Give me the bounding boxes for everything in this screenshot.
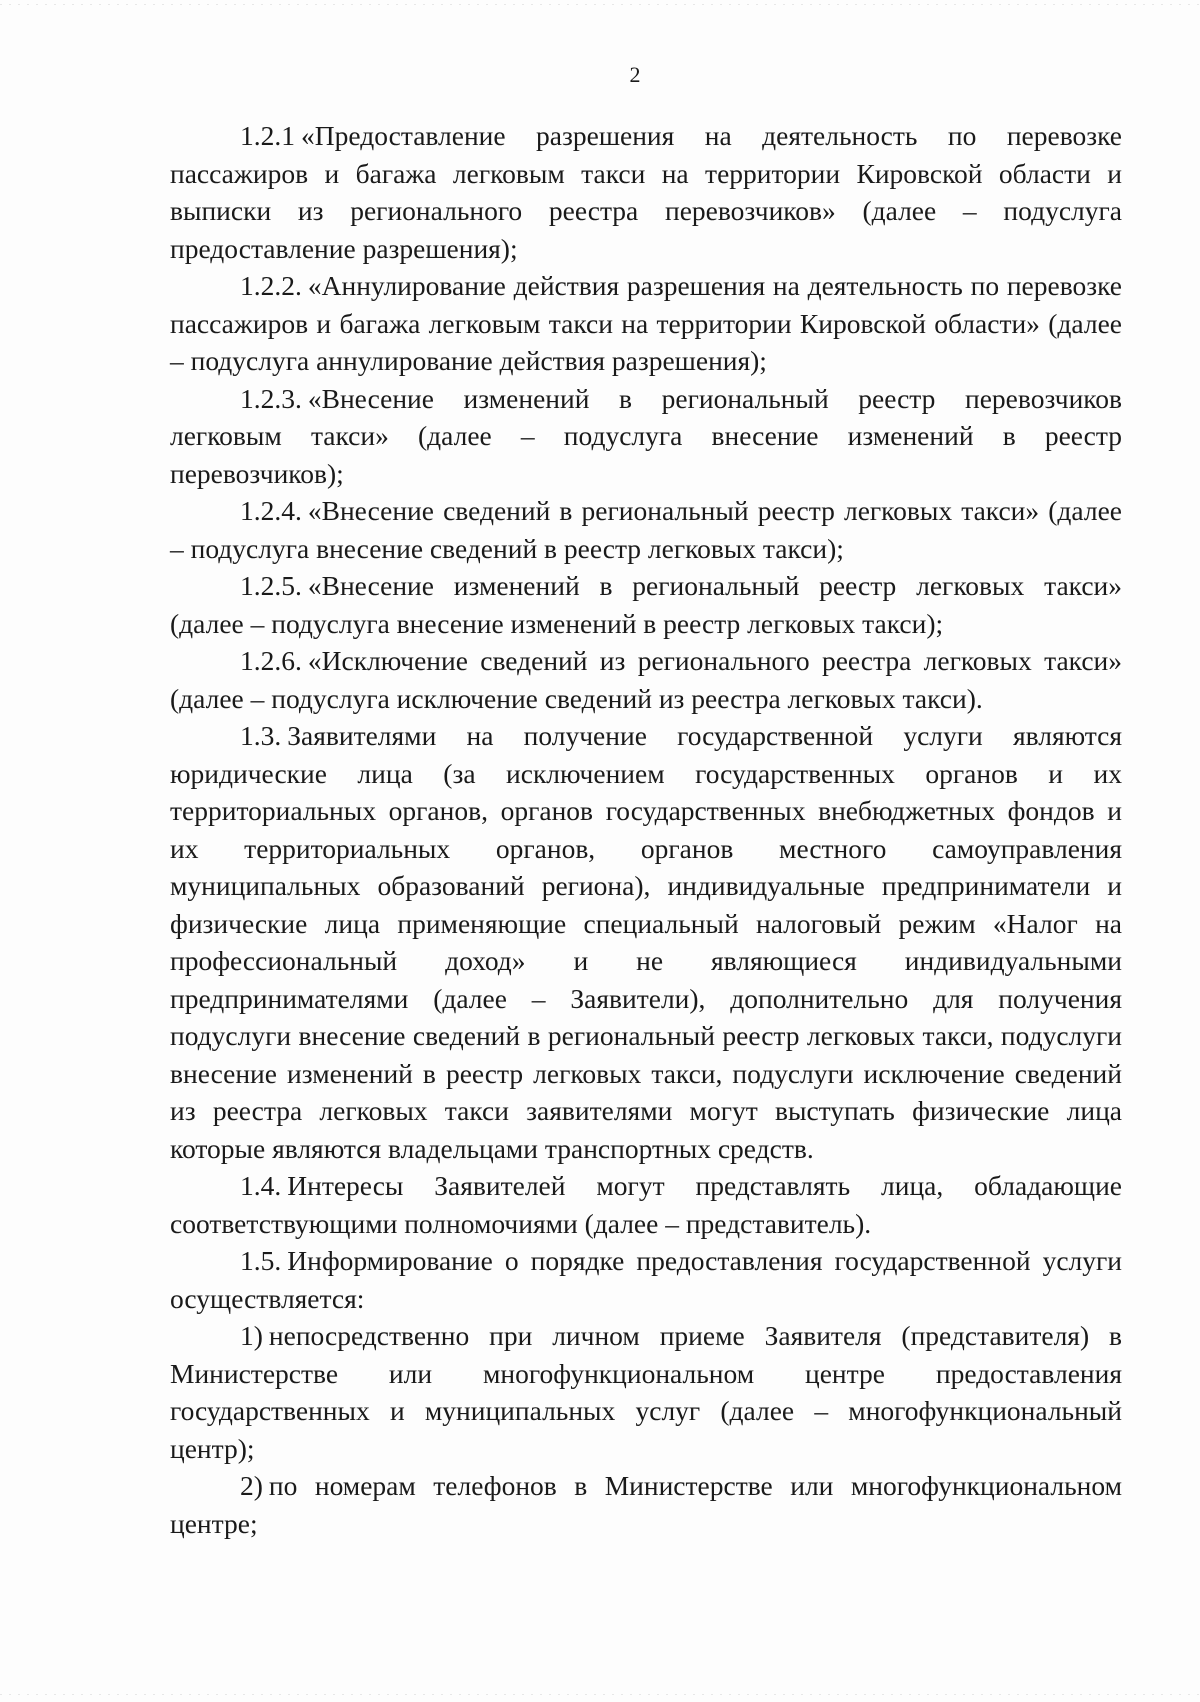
paragraph-1-2-5 — [170, 567, 1122, 642]
paragraph-number: 1.5. — [240, 1245, 282, 1276]
paragraph-number: 1.2.5. — [240, 570, 302, 601]
paragraph-number: 1.2.4. — [240, 495, 302, 526]
paragraph-text: «Внесение изменений в региональный реестр легковых такси» (далее – подуслуга внесение изменений в реестр легковых такси); — [170, 570, 1122, 639]
list-item-number: 2) — [240, 1470, 263, 1501]
paragraph-1-2-1 — [170, 117, 1122, 267]
paragraph-number: 1.2.2. — [240, 270, 302, 301]
paragraph-1-4 — [170, 1167, 1122, 1242]
paragraph-1-3 — [170, 717, 1122, 1167]
paragraph-text: Информирование о порядке предоставления государственной услуги осуществляется: — [170, 1245, 1122, 1314]
paragraph-1-5 — [170, 1242, 1122, 1317]
paragraph-number: 1.4. — [240, 1170, 282, 1201]
paragraph-number: 1.2.6. — [240, 645, 302, 676]
paragraph-text: «Исключение сведений из регионального реестра легковых такси» (далее – подуслуга исключение сведений из реестра легковых такси). — [170, 645, 1122, 714]
paragraph-1-2-6 — [170, 642, 1122, 717]
scan-edge-bottom — [0, 1694, 1200, 1695]
paragraph-number: 1.2.3. — [240, 382, 302, 414]
paragraph-1-2-4 — [170, 492, 1122, 567]
paragraph-text: «Предоставление разрешения на деятельность по перевозке пассажиров и багажа легковым такси на территории Кировской области и выписки из регионального реестра перевозчиков» (далее – подуслуга предоставление разрешения); — [170, 120, 1122, 264]
scan-edge-top — [0, 4, 1200, 5]
list-item-number: 1) — [240, 1320, 263, 1351]
list-item-1 — [170, 1317, 1122, 1467]
paragraph-text: «Аннулирование действия разрешения на деятельность по перевозке пассажиров и багажа легковым такси на территории Кировской области» (далее – подуслуга аннулирование действия разрешения); — [170, 270, 1122, 376]
paragraph-text: «Внесение сведений в региональный реестр легковых такси» (далее – подуслуга внесение сведений в реестр легковых такси); — [170, 495, 1122, 564]
paragraph-text: Интересы Заявителей могут представлять лица, обладающие соответствующими полномочиями (далее – представитель). — [170, 1170, 1122, 1239]
paragraph-text: «Внесение изменений в региональный реестр перевозчиков легковым такси» (далее – подуслуга внесение изменений в реестр перевозчиков); — [170, 382, 1122, 489]
paragraph-1-2-3 — [170, 380, 1122, 493]
paragraph-number: 1.3. — [240, 720, 282, 751]
list-item-2 — [170, 1467, 1122, 1542]
list-item-text: по номерам телефонов в Министерстве или многофункциональном центре; — [170, 1470, 1122, 1539]
paragraph-text: Заявителями на получение государственной услуги являются юридические лица (за исключением государственных органов и их территориальных органов, органов государственных внебюджетных фондов и их территориальных органов, органов местного самоуправления муниципальных образований региона), индивидуальные предприниматели и физические лица применяющие специальный налоговый режим «Налог на профессиональный доход» и не являющиеся индивидуальными предпринимателями (далее – Заявители), дополнительно для получения подуслуги внесение сведений в региональный реестр легковых такси, подуслуги внесение изменений в реестр легковых такси, подуслуги исключение сведений из реестра легковых такси заявителями могут выступать физические лица которые являются владельцами транспортных средств. — [170, 720, 1122, 1164]
paragraph-1-2-2 — [170, 267, 1122, 380]
page-number: 2 — [629, 62, 641, 87]
list-item-text: непосредственно при личном приеме Заявителя (представителя) в Министерстве или многофункциональном центре предоставления государственных и муниципальных услуг (далее – многофункциональный центр); — [170, 1320, 1122, 1464]
paragraph-number: 1.2.1 — [240, 120, 295, 151]
document-body — [170, 117, 1122, 1542]
